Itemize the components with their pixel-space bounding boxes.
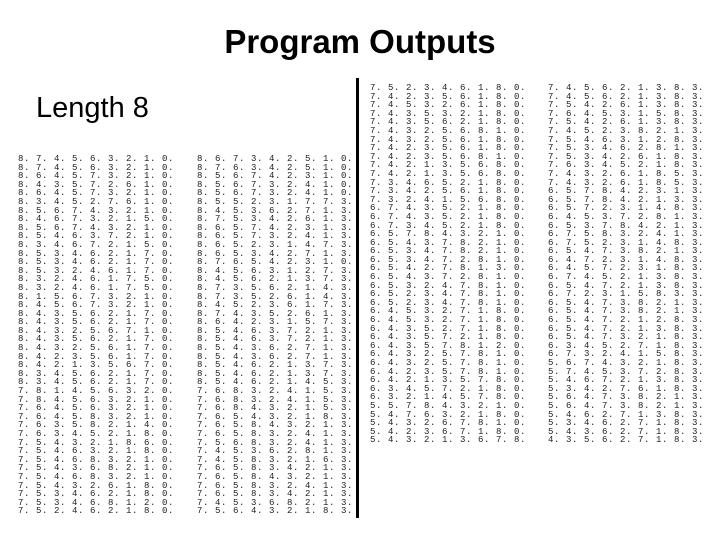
output-line: 7. 4. 2. 3. 5. 6. 1. 8. 0. [370,91,527,102]
output-line: 6. 5. 3. 2. 4. 7. 8. 1. 0. [370,280,527,291]
output-line: 8. 4. 3. 2. 5. 6. 1. 7. 0. [18,343,175,354]
output-line: 8. 7. 4. 5. 6. 3. 2. 1. 0. [18,154,175,164]
output-line: 7. 6. 8. 3. 2. 4. 1. 5. 3. [197,386,354,397]
output-line: 5. 7. 4. 5. 3. 7. 2. 8. 3. [548,366,705,377]
output-line: 8. 4. 3. 5. 6. 2. 1. 7. 0. [18,308,175,319]
output-line: 7. 4. 3. 2. 6. 1. 8. 5. 3. [548,177,705,188]
output-line: 8. 5. 3. 2. 4. 6. 1. 7. 0. [18,265,175,276]
output-line: 7. 6. 5. 8. 3. 4. 2. 1. 3. [197,489,354,500]
output-line: 4. 3. 5. 6. 2. 7. 1. 8. 3. [548,435,705,446]
output-line: 8. 5. 6. 7. 4. 2. 3. 1. 0. [197,171,354,182]
output-line: 7. 5. 3. 4. 6. 8. 1. 2. 0. [18,497,175,508]
output-line: 8. 5. 4. 6. 2. 1. 3. 7. 3. [197,368,354,379]
output-line: 8. 5. 4. 6. 3. 7. 2. 1. 3. [197,334,354,345]
output-line: 6. 7. 4. 3. 5. 2. 1. 8. 0. [370,203,527,214]
output-line: 7. 5. 2. 3. 4. 6. 1. 8. 0. [370,83,527,93]
output-line: 7. 8. 4. 5. 6. 3. 2. 1. 0. [18,394,175,405]
output-line: 5. 6. 4. 7. 3. 8. 2. 1. 3. [548,400,705,411]
output-line: 6. 7. 5. 8. 3. 2. 4. 1. 3. [548,229,705,240]
output-line: 7. 5. 4. 6. 8. 3. 2. 1. 0. [18,471,175,482]
output-line: 8. 5. 6. 7. 3. 2. 4. 1. 0. [197,188,354,199]
output-line: 7. 4. 5. 3. 6. 8. 2. 1. 3. [197,497,354,508]
output-line: 8. 3. 4. 6. 7. 2. 1. 5. 0. [18,239,175,250]
output-column-2 [197,155,353,516]
output-line: 6. 4. 5. 7. 2. 3. 1. 8. 3. [548,263,705,274]
output-line: 7. 5. 4. 6. 8. 3. 2. 1. 0. [18,454,175,465]
output-line: 5. 4. 6. 2. 7. 1. 3. 8. 3. [548,409,705,420]
output-line: 8. 4. 5. 6. 2. 1. 3. 7. 3. [197,274,354,285]
output-line: 7. 6. 3. 4. 5. 2. 1. 8. 3. [548,160,705,171]
output-line: 8. 4. 6. 7. 3. 2. 1. 5. 0. [18,214,175,225]
output-line: 6. 5. 4. 7. 2. 1. 3. 8. 3. [548,323,705,334]
output-line: 5. 4. 2. 3. 6. 7. 1. 8. 0. [370,426,527,437]
output-line: 8. 5. 4. 6. 2. 1. 3. 7. 3. [197,360,354,371]
output-line: 6. 5. 4. 3. 7. 8. 2. 1. 0. [370,237,527,248]
output-column-3 [370,84,526,445]
output-line: 8. 6. 7. 3. 4. 2. 5. 1. 0. [197,154,354,164]
output-line: 7. 4. 5. 6. 2. 1. 3. 8. 3. [548,91,705,102]
output-line: 8. 6. 4. 2. 3. 1. 5. 7. 3. [197,317,354,328]
output-line: 8. 4. 3. 5. 6. 2. 1. 7. 0. [18,317,175,328]
output-line: 8. 7. 5. 3. 4. 2. 6. 1. 3. [197,214,354,225]
output-line: 6. 5. 4. 2. 7. 8. 1. 3. 0. [370,263,527,274]
output-line: 7. 5. 4. 3. 6. 8. 2. 1. 0. [18,463,175,474]
output-line: 6. 5. 2. 3. 4. 7. 8. 1. 0. [370,297,527,308]
output-line: 5. 4. 6. 7. 2. 1. 3. 8. 3. [548,375,705,386]
output-line: 5. 3. 4. 6. 2. 7. 1. 8. 3. [548,418,705,429]
output-line: 7. 4. 2. 1. 3. 5. 6. 8. 0. [370,168,527,179]
output-line: 8. 3. 4. 5. 6. 2. 1. 7. 0. [18,377,175,388]
output-line: 7. 5. 3. 4. 2. 6. 1. 8. 3. [548,151,705,162]
output-line: 8. 4. 3. 5. 6. 2. 1. 7. 0. [18,334,175,345]
output-line: 7. 5. 2. 4. 6. 2. 1. 8. 0. [18,506,175,517]
output-line: 7. 6. 5. 8. 4. 3. 2. 1. 3. [197,471,354,482]
output-line: 8. 3. 2. 4. 6. 1. 7. 5. 0. [18,274,175,285]
output-line: 7. 4. 5. 6. 2. 1. 3. 8. 3. [548,83,705,93]
output-line: 8. 7. 4. 5. 6. 3. 2. 1. 0. [18,162,175,173]
output-line: 5. 4. 3. 2. 1. 3. 6. 7. 8. [370,435,527,446]
output-line: 5. 4. 3. 2. 6. 7. 8. 1. 0. [370,418,527,429]
output-line: 7. 4. 2. 1. 3. 5. 6. 8. 0. [370,160,527,171]
output-line: 6. 5. 2. 3. 4. 7. 8. 1. 0. [370,289,527,300]
output-line: 6. 4. 3. 2. 5. 7. 8. 1. 0. [370,349,527,360]
output-column-4 [548,84,704,445]
output-line: 8. 6. 5. 2. 3. 1. 4. 7. 3. [197,239,354,250]
output-line: 8. 4. 3. 5. 7. 2. 6. 1. 0. [18,179,175,190]
output-line: 8. 3. 4. 5. 2. 7. 6. 1. 0. [18,196,175,207]
output-line: 7. 4. 5. 3. 2. 6. 1. 8. 0. [370,100,527,111]
output-line: 6. 5. 7. 8. 4. 3. 2. 1. 0. [370,229,527,240]
output-line: 8. 1. 5. 6. 7. 3. 2. 1. 0. [18,291,175,302]
output-line: 6. 7. 3. 4. 5. 2. 1. 8. 0. [370,220,527,231]
output-line: 7. 4. 2. 3. 5. 6. 8. 1. 0. [370,151,527,162]
output-line: 6. 4. 3. 2. 5. 7. 8. 1. 0. [370,358,527,368]
output-line: 6. 4. 3. 5. 7. 2. 1. 8. 0. [370,332,527,343]
output-line: 6. 4. 3. 5. 2. 7. 1. 8. 0. [370,323,527,334]
output-line: 8. 6. 5. 7. 4. 2. 3. 1. 3. [197,222,354,233]
output-line: 6. 4. 5. 3. 2. 7. 1. 8. 0. [370,306,527,317]
output-line: 6. 3. 2. 1. 4. 5. 7. 8. 0. [370,392,527,403]
output-line: 8. 7. 4. 3. 5. 2. 6. 1. 3. [197,308,354,319]
output-line: 8. 4. 3. 2. 5. 6. 7. 1. 0. [18,325,175,336]
output-line: 7. 5. 4. 3. 2. 6. 1. 8. 0. [18,480,175,491]
output-line: 8. 4. 2. 3. 5. 6. 1. 7. 0. [18,351,175,362]
output-line: 8. 5. 4. 6. 3. 7. 2. 1. 0. [18,231,175,242]
output-line: 6. 7. 2. 3. 1. 5. 8. 3. 3. [548,289,705,300]
output-line: 8. 5. 4. 6. 3. 7. 2. 1. 3. [197,325,354,336]
output-line: 8. 4. 5. 6. 3. 1. 2. 7. 3. [197,265,354,276]
output-line: 8. 7. 6. 3. 4. 2. 5. 1. 0. [197,162,354,173]
output-line: 6. 5. 4. 3. 7. 2. 8. 1. 0. [370,272,527,283]
output-line: 8. 6. 5. 7. 3. 2. 4. 1. 3. [197,231,354,242]
output-line: 7. 6. 5. 4. 3. 2. 1. 8. 3. [197,411,354,422]
output-line: 7. 5. 6. 8. 3. 2. 4. 1. 3. [197,437,354,448]
output-line: 7. 6. 5. 8. 3. 4. 2. 1. 3. [197,463,354,474]
output-line: 5. 4. 3. 6. 2. 7. 1. 8. 3. [548,426,705,437]
output-line: 6. 5. 4. 7. 3. 8. 2. 1. 3. [548,246,705,257]
output-line: 7. 3. 2. 4. 1. 5. 6. 8. 0. [370,194,527,205]
output-line: 6. 5. 4. 7. 2. 1. 3. 8. 3. [548,280,705,291]
output-line: 6. 5. 4. 7. 2. 1. 2. 8. 3. [548,315,705,326]
output-line: 8. 5. 6. 7. 3. 2. 4. 1. 0. [197,179,354,190]
output-line: 6. 3. 4. 5. 7. 2. 1. 8. 0. [370,383,527,394]
output-line: 7. 5. 3. 4. 6. 2. 1. 8. 0. [18,489,175,500]
output-line: 8. 3. 2. 4. 6. 1. 7. 5. 0. [18,282,175,293]
output-line: 8. 5. 4. 3. 6. 2. 7. 1. 3. [197,351,354,362]
output-line: 7. 8. 1. 4. 5. 6. 3. 2. 0. [18,386,175,397]
output-line: 5. 4. 7. 6. 3. 2. 1. 8. 0. [370,409,527,420]
output-line: 7. 4. 3. 2. 5. 6. 8. 1. 0. [370,125,527,136]
output-line: 7. 4. 3. 2. 6. 1. 8. 5. 3. [548,168,705,179]
output-line: 6. 7. 4. 3. 5. 2. 1. 8. 0. [370,211,527,222]
output-line: 8. 6. 4. 5. 7. 3. 2. 1. 0. [18,171,175,182]
output-line: 7. 4. 2. 3. 5. 6. 1. 8. 0. [370,143,527,154]
output-line: 8. 5. 4. 6. 2. 1. 4. 5. 3. [197,377,354,388]
output-line: 7. 6. 5. 8. 4. 3. 2. 1. 3. [197,420,354,431]
output-line: 8. 4. 5. 2. 3. 6. 1. 7. 3. [197,300,354,311]
output-line: 8. 7. 3. 5. 6. 2. 1. 4. 3. [197,282,354,293]
output-column-1 [18,155,174,516]
output-line: 8. 4. 5. 6. 7. 3. 2. 1. 0. [18,300,175,311]
output-line: 6. 4. 2. 1. 3. 5. 7. 8. 0. [370,375,527,386]
output-line: 7. 6. 4. 5. 6. 3. 2. 1. 0. [18,403,175,414]
output-line: 6. 7. 4. 5. 2. 1. 3. 8. 3. [548,272,705,283]
output-line: 6. 5. 4. 7. 3. 8. 2. 1. 3. [548,297,705,308]
output-line: 7. 4. 5. 3. 6. 2. 8. 1. 3. [197,446,354,457]
output-line: 7. 6. 5. 8. 3. 2. 4. 1. 3. [197,429,354,439]
output-line: 8. 5. 6. 7. 4. 3. 2. 1. 0. [18,222,175,233]
output-line: 7. 6. 4. 5. 8. 3. 2. 1. 0. [18,411,175,422]
output-line: 8. 7. 6. 5. 4. 2. 3. 1. 0. [197,257,354,268]
output-line: 7. 6. 5. 8. 3. 2. 4. 1. 3. [197,480,354,491]
page-title: Program Outputs [224,23,496,60]
output-line: 6. 7. 3. 2. 4. 1. 5. 8. 3. [548,349,705,360]
output-line: 5. 6. 4. 7. 3. 8. 2. 1. 3. [548,392,705,403]
output-line: 6. 5. 3. 7. 8. 4. 2. 1. 3. [548,220,705,231]
output-line: 8. 5. 3. 4. 6. 2. 1. 7. 0. [18,257,175,268]
output-line: 8. 3. 4. 5. 6. 2. 1. 7. 0. [18,368,175,379]
output-line: 6. 5. 4. 7. 3. 8. 2. 1. 3. [548,306,705,317]
output-line: 7. 4. 3. 5. 3. 2. 1. 8. 0. [370,108,527,119]
output-line: 6. 5. 7. 8. 4. 2. 1. 3. 3. [548,194,705,205]
output-line: 7. 6. 8. 3. 2. 4. 1. 5. 3. [197,394,354,405]
output-line: 7. 6. 4. 5. 3. 1. 5. 8. 3. [548,108,705,119]
output-line: 6. 7. 5. 2. 3. 1. 4. 8. 3. [548,237,705,248]
output-line: 8. 5. 6. 7. 4. 3. 2. 1. 0. [18,205,175,216]
output-line: 7. 6. 3. 5. 8. 2. 1. 4. 0. [18,420,175,431]
output-line: 7. 3. 4. 6. 5. 2. 1. 8. 0. [370,177,527,188]
output-line: 6. 5. 3. 4. 7. 8. 2. 1. 0. [370,246,527,257]
output-line: 8. 4. 5. 3. 6. 2. 7. 1. 3. [197,205,354,216]
output-line: 6. 4. 3. 5. 7. 8. 1. 2. 0. [370,340,527,351]
output-line: 7. 6. 8. 4. 3. 2. 1. 5. 3. [197,403,354,414]
output-line: 6. 5. 3. 4. 7. 2. 8. 1. 0. [370,254,527,265]
output-line: 8. 5. 3. 4. 6. 2. 1. 7. 0. [18,248,175,259]
output-line: 7. 6. 3. 4. 5. 2. 1. 8. 0. [18,429,175,439]
output-line: 6. 4. 7. 2. 3. 1. 4. 8. 3. [548,254,705,265]
output-line: 6. 5. 7. 2. 3. 1. 4. 8. 3. [548,203,705,214]
output-line: 8. 6. 4. 5. 7. 3. 2. 1. 0. [18,188,175,199]
slide-subtitle: Length 8 [36,92,149,124]
vertical-divider [356,78,359,518]
output-line: 7. 5. 3. 4. 6. 2. 8. 1. 3. [548,143,705,154]
output-line: 6. 4. 2. 3. 5. 7. 8. 1. 0. [370,366,527,377]
output-line: 6. 4. 5. 3. 7. 2. 8. 1. 3. [548,211,705,222]
output-line: 7. 5. 4. 3. 2. 1. 8. 6. 0. [18,437,175,448]
output-line: 7. 5. 6. 4. 3. 2. 1. 8. 3. [197,506,354,517]
output-line: 5. 3. 4. 2. 7. 6. 1. 8. 3. [548,383,705,394]
output-line: 7. 5. 4. 6. 3. 1. 2. 8. 3. [548,134,705,145]
output-line: 8. 6. 5. 3. 4. 2. 7. 1. 3. [197,248,354,259]
output-line: 7. 5. 4. 2. 6. 1. 3. 8. 3. [548,100,705,111]
output-line: 7. 4. 5. 2. 3. 8. 2. 1. 3. [548,125,705,136]
output-line: 6. 4. 5. 3. 2. 7. 1. 8. 0. [370,315,527,326]
output-line: 7. 4. 5. 8. 3. 2. 1. 6. 3. [197,454,354,465]
output-line: 6. 5. 4. 7. 3. 2. 1. 8. 3. [548,332,705,343]
output-line: 5. 6. 7. 4. 3. 2. 1. 8. 3. [548,358,705,368]
output-line: 5. 5. 7. 8. 4. 3. 2. 1. 0. [370,400,527,411]
output-line: 6. 3. 4. 5. 2. 7. 1. 8. 3. [548,340,705,351]
output-line: 7. 3. 4. 2. 5. 6. 1. 8. 0. [370,186,527,197]
output-line: 7. 4. 3. 2. 5. 6. 1. 8. 0. [370,134,527,145]
output-line: 8. 7. 3. 5. 2. 6. 1. 4. 3. [197,291,354,302]
output-line: 7. 5. 4. 2. 6. 1. 3. 8. 3. [548,117,705,128]
output-line: 7. 4. 3. 5. 6. 2. 1. 8. 0. [370,117,527,128]
output-line: 8. 5. 4. 3. 6. 2. 7. 1. 3. [197,343,354,354]
output-line: 7. 5. 4. 6. 3. 2. 1. 8. 0. [18,446,175,457]
output-line: 8. 4. 2. 1. 3. 5. 6. 7. 0. [18,360,175,371]
output-line: 8. 5. 5. 2. 3. 1. 7. 7. 3. [197,196,354,207]
output-line: 6. 5. 7. 8. 4. 2. 3. 1. 3. [548,186,705,197]
